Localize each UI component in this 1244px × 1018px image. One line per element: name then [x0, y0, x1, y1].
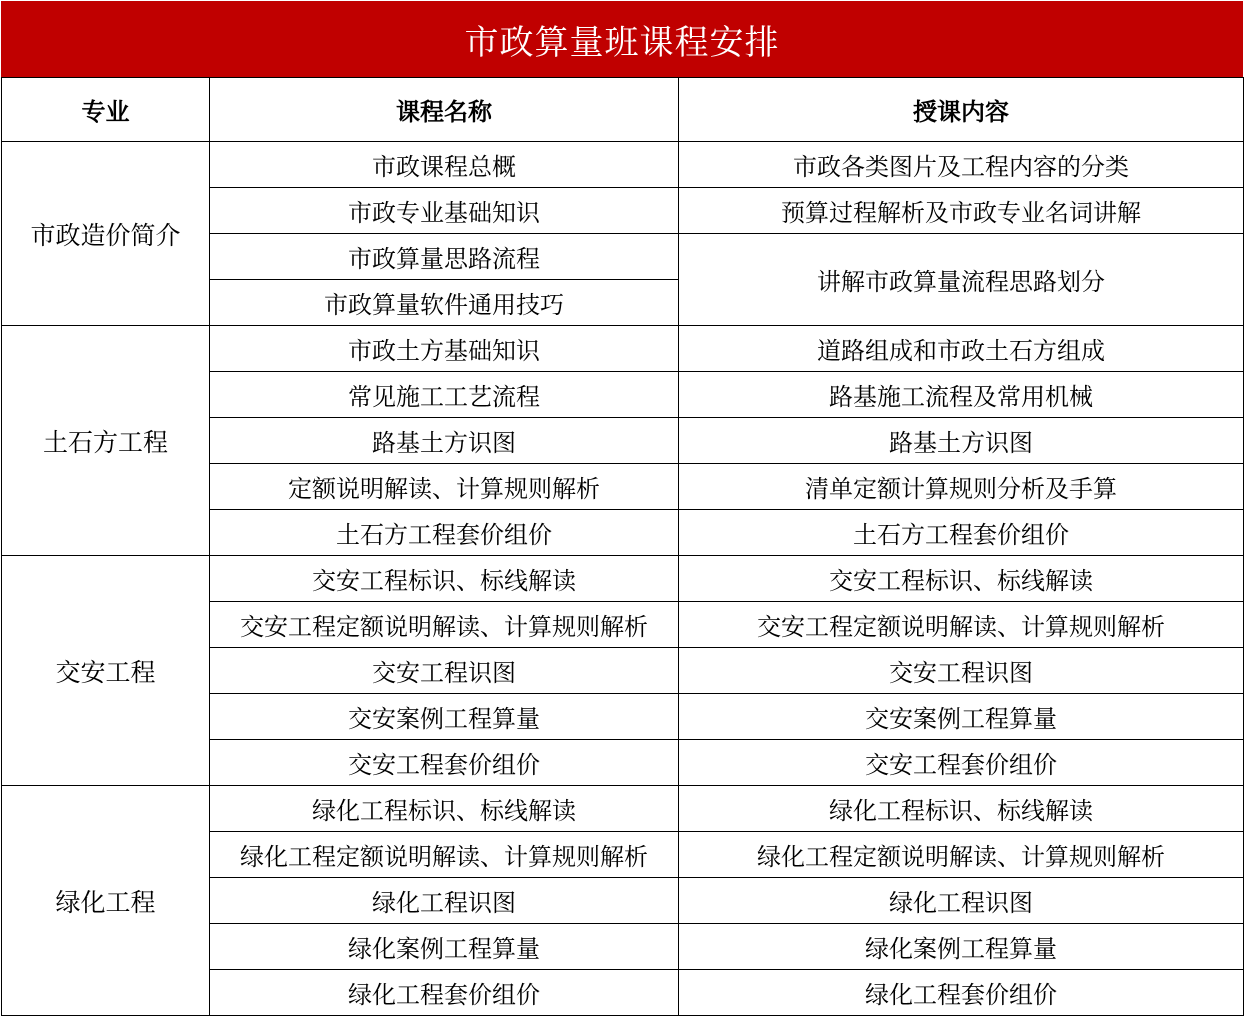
course-content-cell: 土石方工程套价组价: [679, 510, 1244, 556]
course-content-cell: 预算过程解析及市政专业名词讲解: [679, 188, 1244, 234]
major-cell: 交安工程: [2, 556, 210, 786]
course-content-cell: 清单定额计算规则分析及手算: [679, 464, 1244, 510]
course-name-cell: 市政土方基础知识: [210, 326, 679, 372]
course-content-cell: 交安工程定额说明解读、计算规则解析: [679, 602, 1244, 648]
course-content-cell: 讲解市政算量流程思路划分: [679, 234, 1244, 326]
course-name-cell: 定额说明解读、计算规则解析: [210, 464, 679, 510]
course-name-cell: 交安工程定额说明解读、计算规则解析: [210, 602, 679, 648]
header-course-content: 授课内容: [679, 78, 1244, 142]
table-body: [2, 142, 1244, 1016]
title-bar: [1, 1, 1243, 77]
course-content-cell: 交安工程识图: [679, 648, 1244, 694]
course-name-cell: 绿化案例工程算量: [210, 924, 679, 970]
course-content-cell: 道路组成和市政土石方组成: [679, 326, 1244, 372]
course-name-cell: 绿化工程套价组价: [210, 970, 679, 1016]
table-header: [2, 78, 1244, 142]
course-name-cell: 市政算量思路流程: [210, 234, 679, 280]
course-name-cell: 土石方工程套价组价: [210, 510, 679, 556]
course-content-cell: 路基施工流程及常用机械: [679, 372, 1244, 418]
table-row: [2, 786, 1244, 832]
header-row: [2, 78, 1244, 142]
course-name-cell: 绿化工程标识、标线解读: [210, 786, 679, 832]
header-major: 专业: [2, 78, 210, 142]
course-name-cell: 市政课程总概: [210, 142, 679, 188]
course-name-cell: 交安工程标识、标线解读: [210, 556, 679, 602]
course-content-cell: 交安工程套价组价: [679, 740, 1244, 786]
table-row: [2, 556, 1244, 602]
major-cell: 土石方工程: [2, 326, 210, 556]
course-name-cell: 市政专业基础知识: [210, 188, 679, 234]
course-content-cell: 市政各类图片及工程内容的分类: [679, 142, 1244, 188]
course-name-cell: 交安工程套价组价: [210, 740, 679, 786]
course-content-cell: 绿化工程套价组价: [679, 970, 1244, 1016]
course-content-cell: 路基土方识图: [679, 418, 1244, 464]
course-content-cell: 绿化工程定额说明解读、计算规则解析: [679, 832, 1244, 878]
course-name-cell: 交安工程识图: [210, 648, 679, 694]
course-name-cell: 绿化工程识图: [210, 878, 679, 924]
course-content-cell: 绿化工程标识、标线解读: [679, 786, 1244, 832]
table-row: [2, 326, 1244, 372]
course-name-cell: 常见施工工艺流程: [210, 372, 679, 418]
course-content-cell: 绿化工程识图: [679, 878, 1244, 924]
course-content-cell: 绿化案例工程算量: [679, 924, 1244, 970]
major-cell: 绿化工程: [2, 786, 210, 1016]
course-name-cell: 路基土方识图: [210, 418, 679, 464]
course-name-cell: 绿化工程定额说明解读、计算规则解析: [210, 832, 679, 878]
course-name-cell: 交安案例工程算量: [210, 694, 679, 740]
course-table: [1, 77, 1244, 1016]
major-cell: 市政造价简介: [2, 142, 210, 326]
course-name-cell: 市政算量软件通用技巧: [210, 280, 679, 326]
header-course-name: 课程名称: [210, 78, 679, 142]
course-content-cell: 交安工程标识、标线解读: [679, 556, 1244, 602]
table-row: [2, 142, 1244, 188]
page-title: 市政算量班课程安排: [464, 22, 780, 63]
course-content-cell: 交安案例工程算量: [679, 694, 1244, 740]
